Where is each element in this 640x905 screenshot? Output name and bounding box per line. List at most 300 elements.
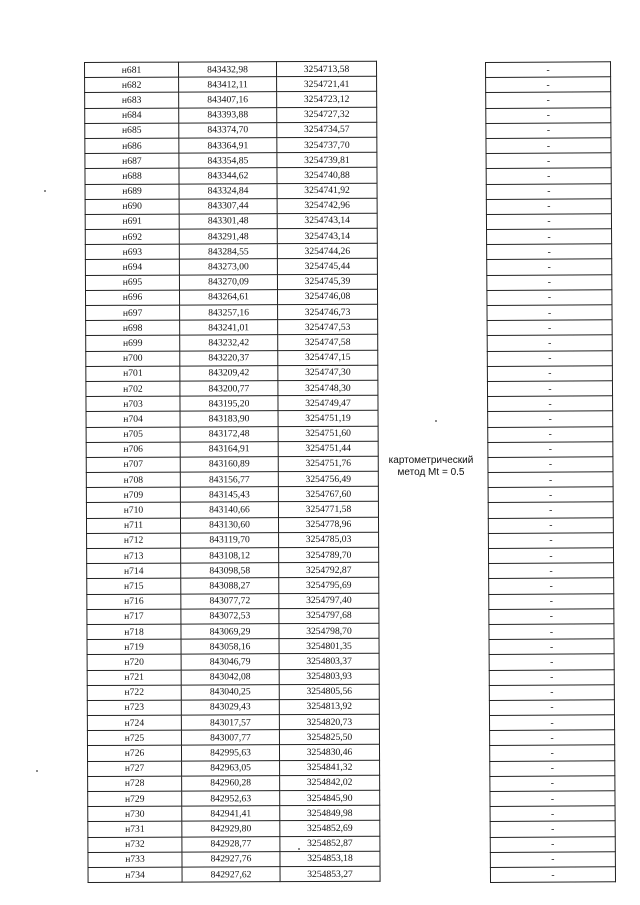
x-coordinate-cell: 843160,89 bbox=[180, 457, 278, 473]
accuracy-column bbox=[485, 61, 616, 883]
table-row bbox=[87, 593, 379, 609]
accuracy-cell: - bbox=[488, 472, 613, 488]
table-row bbox=[86, 365, 378, 381]
table-row bbox=[489, 639, 614, 655]
table-row bbox=[488, 426, 613, 442]
accuracy-cell: - bbox=[489, 578, 614, 594]
table-row bbox=[85, 92, 377, 108]
table-row bbox=[87, 729, 379, 745]
accuracy-cell: - bbox=[487, 244, 612, 260]
table-row bbox=[86, 486, 378, 502]
table-row bbox=[486, 62, 611, 78]
y-coordinate-cell: 3254853,27 bbox=[280, 866, 380, 882]
table-row bbox=[487, 335, 612, 351]
point-id-cell: н697 bbox=[86, 305, 180, 321]
point-id-cell: н723 bbox=[87, 700, 181, 716]
accuracy-cell: - bbox=[486, 62, 611, 78]
x-coordinate-cell: 843042,08 bbox=[181, 669, 279, 685]
table-row bbox=[488, 487, 613, 503]
scan-speck bbox=[298, 848, 300, 850]
accuracy-cell: - bbox=[488, 487, 613, 503]
table-row bbox=[489, 715, 614, 731]
table-row bbox=[85, 168, 377, 184]
x-coordinate-cell: 843364,91 bbox=[179, 138, 277, 154]
y-coordinate-cell: 3254778,96 bbox=[278, 517, 378, 533]
x-coordinate-cell: 843284,55 bbox=[179, 244, 277, 260]
point-id-cell: н720 bbox=[87, 654, 181, 670]
y-coordinate-cell: 3254842,02 bbox=[280, 775, 380, 791]
x-coordinate-cell: 843029,43 bbox=[181, 700, 279, 716]
table-row bbox=[487, 365, 612, 381]
x-coordinate-cell: 843007,77 bbox=[181, 730, 279, 746]
table-row bbox=[488, 472, 613, 488]
point-id-cell: н689 bbox=[85, 184, 179, 200]
table-row bbox=[489, 608, 614, 624]
table-row bbox=[87, 654, 379, 670]
accuracy-cell: - bbox=[487, 381, 612, 397]
table-row bbox=[488, 457, 613, 473]
accuracy-cell: - bbox=[486, 122, 611, 138]
table-row bbox=[486, 183, 611, 199]
table-row bbox=[86, 456, 378, 472]
accuracy-cell: - bbox=[490, 745, 615, 761]
table-row bbox=[488, 517, 613, 533]
table-row bbox=[490, 776, 615, 792]
accuracy-cell: - bbox=[490, 821, 615, 837]
table-row bbox=[86, 319, 378, 335]
x-coordinate-cell: 842928,77 bbox=[182, 836, 280, 852]
point-id-cell: н725 bbox=[87, 730, 181, 746]
accuracy-cell: - bbox=[490, 851, 615, 867]
table-row bbox=[488, 548, 613, 564]
y-coordinate-cell: 3254751,60 bbox=[278, 426, 378, 442]
accuracy-cell: - bbox=[486, 77, 611, 93]
table-row bbox=[85, 61, 377, 77]
point-id-cell: н707 bbox=[86, 457, 180, 473]
accuracy-cell: - bbox=[489, 669, 614, 685]
table-row bbox=[490, 730, 615, 746]
x-coordinate-cell: 843140,66 bbox=[180, 502, 278, 518]
x-coordinate-cell: 843130,60 bbox=[180, 517, 278, 533]
point-id-cell: н709 bbox=[86, 487, 180, 503]
point-id-cell: н732 bbox=[88, 837, 182, 853]
x-coordinate-cell: 843301,48 bbox=[179, 214, 277, 230]
point-id-cell: н718 bbox=[87, 624, 181, 640]
y-coordinate-cell: 3254723,12 bbox=[277, 92, 377, 108]
y-coordinate-cell: 3254797,40 bbox=[279, 593, 379, 609]
accuracy-cell: - bbox=[490, 867, 615, 883]
accuracy-cell: - bbox=[488, 411, 613, 427]
point-id-cell: н701 bbox=[86, 366, 180, 382]
point-id-cell: н710 bbox=[86, 503, 180, 519]
table-row bbox=[490, 760, 615, 776]
accuracy-cell: - bbox=[487, 320, 612, 336]
table-row bbox=[87, 608, 379, 624]
y-coordinate-cell: 3254805,56 bbox=[279, 684, 379, 700]
y-coordinate-cell: 3254744,26 bbox=[277, 243, 377, 259]
point-id-cell: н686 bbox=[85, 138, 179, 154]
x-coordinate-cell: 843209,42 bbox=[180, 365, 278, 381]
point-id-cell: н728 bbox=[88, 776, 182, 792]
y-coordinate-cell: 3254751,19 bbox=[278, 411, 378, 427]
x-coordinate-cell: 843172,48 bbox=[180, 426, 278, 442]
table-row bbox=[85, 274, 377, 290]
table-row bbox=[87, 684, 379, 700]
table-row bbox=[489, 593, 614, 609]
y-coordinate-cell: 3254803,93 bbox=[279, 669, 379, 685]
y-coordinate-cell: 3254803,37 bbox=[279, 654, 379, 670]
y-coordinate-cell: 3254747,58 bbox=[278, 335, 378, 351]
y-coordinate-cell: 3254756,49 bbox=[278, 471, 378, 487]
y-coordinate-cell: 3254852,87 bbox=[280, 836, 380, 852]
accuracy-cell: - bbox=[486, 198, 611, 214]
table-row bbox=[488, 411, 613, 427]
accuracy-cell: - bbox=[486, 107, 611, 123]
table-row bbox=[87, 623, 379, 639]
table-row bbox=[88, 821, 380, 837]
accuracy-cell: - bbox=[488, 457, 613, 473]
y-coordinate-cell: 3254820,73 bbox=[279, 714, 379, 730]
accuracy-cell: - bbox=[486, 153, 611, 169]
point-id-cell: н722 bbox=[87, 685, 181, 701]
x-coordinate-cell: 843164,91 bbox=[180, 441, 278, 457]
table-row bbox=[489, 669, 614, 685]
table-row bbox=[486, 92, 611, 108]
point-id-cell: н693 bbox=[85, 244, 179, 260]
y-coordinate-cell: 3254845,90 bbox=[280, 790, 380, 806]
x-coordinate-cell: 843220,37 bbox=[180, 350, 278, 366]
accuracy-cell: - bbox=[487, 350, 612, 366]
x-coordinate-cell: 843040,25 bbox=[181, 684, 279, 700]
accuracy-cell: - bbox=[488, 548, 613, 564]
y-coordinate-cell: 3254795,69 bbox=[279, 578, 379, 594]
x-coordinate-cell: 843257,16 bbox=[180, 305, 278, 321]
table-row bbox=[86, 426, 378, 442]
method-note-line1: картометрический bbox=[388, 455, 474, 466]
table-row bbox=[86, 441, 378, 457]
accuracy-cell: - bbox=[488, 441, 613, 457]
accuracy-cell: - bbox=[489, 593, 614, 609]
table-row bbox=[85, 259, 377, 275]
point-id-cell: н708 bbox=[86, 472, 180, 488]
coordinates-table-body bbox=[85, 61, 381, 882]
table-row bbox=[489, 654, 614, 670]
table-row bbox=[88, 775, 380, 791]
accuracy-cell: - bbox=[488, 396, 613, 412]
y-coordinate-cell: 3254747,53 bbox=[278, 319, 378, 335]
accuracy-cell: - bbox=[488, 502, 613, 518]
y-coordinate-cell: 3254745,44 bbox=[277, 259, 377, 275]
accuracy-cell: - bbox=[490, 760, 615, 776]
point-id-cell: н713 bbox=[87, 548, 181, 564]
y-coordinate-cell: 3254751,76 bbox=[278, 456, 378, 472]
table-row bbox=[489, 700, 614, 716]
table-row bbox=[85, 183, 377, 199]
x-coordinate-cell: 843183,90 bbox=[180, 411, 278, 427]
y-coordinate-cell: 3254743,14 bbox=[277, 213, 377, 229]
x-coordinate-cell: 843195,20 bbox=[180, 396, 278, 412]
x-coordinate-cell: 842927,76 bbox=[182, 851, 280, 867]
point-id-cell: н733 bbox=[88, 852, 182, 868]
point-id-cell: н694 bbox=[85, 260, 179, 276]
y-coordinate-cell: 3254751,44 bbox=[278, 441, 378, 457]
accuracy-cell: - bbox=[487, 365, 612, 381]
table-row bbox=[489, 684, 614, 700]
x-coordinate-cell: 843432,98 bbox=[179, 62, 277, 78]
table-row bbox=[85, 137, 377, 153]
y-coordinate-cell: 3254853,18 bbox=[280, 851, 380, 867]
table-row bbox=[86, 335, 378, 351]
x-coordinate-cell: 843270,09 bbox=[179, 274, 277, 290]
table-row bbox=[488, 502, 613, 518]
x-coordinate-cell: 843058,16 bbox=[181, 639, 279, 655]
table-row bbox=[85, 213, 377, 229]
table-row bbox=[487, 259, 612, 275]
x-coordinate-cell: 843241,01 bbox=[180, 320, 278, 336]
point-id-cell: н719 bbox=[87, 639, 181, 655]
y-coordinate-cell: 3254713,58 bbox=[277, 61, 377, 77]
x-coordinate-cell: 843374,70 bbox=[179, 122, 277, 138]
accuracy-cell: - bbox=[488, 533, 613, 549]
point-id-cell: н730 bbox=[88, 806, 182, 822]
point-id-cell: н687 bbox=[85, 153, 179, 169]
y-coordinate-cell: 3254849,98 bbox=[280, 805, 380, 821]
x-coordinate-cell: 843407,16 bbox=[179, 92, 277, 108]
table-row bbox=[88, 866, 380, 882]
table-row bbox=[88, 760, 380, 776]
y-coordinate-cell: 3254841,32 bbox=[280, 760, 380, 776]
y-coordinate-cell: 3254798,70 bbox=[279, 623, 379, 639]
point-id-cell: н727 bbox=[88, 761, 182, 777]
table-row bbox=[87, 638, 379, 654]
y-coordinate-cell: 3254737,70 bbox=[277, 137, 377, 153]
table-row bbox=[85, 289, 377, 305]
y-coordinate-cell: 3254792,87 bbox=[279, 562, 379, 578]
point-id-cell: н695 bbox=[85, 275, 179, 291]
point-id-cell: н724 bbox=[87, 715, 181, 731]
table-row bbox=[490, 745, 615, 761]
point-id-cell: н681 bbox=[85, 62, 179, 78]
table-row bbox=[490, 851, 615, 867]
table-row bbox=[490, 806, 615, 822]
table-row bbox=[490, 867, 615, 883]
y-coordinate-cell: 3254745,39 bbox=[277, 274, 377, 290]
accuracy-cell: - bbox=[490, 806, 615, 822]
point-id-cell: н690 bbox=[85, 199, 179, 215]
table-row bbox=[88, 836, 380, 852]
table-row bbox=[85, 76, 377, 92]
y-coordinate-cell: 3254830,46 bbox=[279, 745, 379, 761]
x-coordinate-cell: 842995,63 bbox=[181, 745, 279, 761]
table-row bbox=[486, 77, 611, 93]
x-coordinate-cell: 842963,05 bbox=[182, 760, 280, 776]
point-id-cell: н717 bbox=[87, 609, 181, 625]
table-row bbox=[85, 152, 377, 168]
y-coordinate-cell: 3254748,30 bbox=[278, 380, 378, 396]
table-row bbox=[87, 669, 379, 685]
table-row bbox=[87, 699, 379, 715]
accuracy-cell: - bbox=[487, 259, 612, 275]
y-coordinate-cell: 3254813,92 bbox=[279, 699, 379, 715]
y-coordinate-cell: 3254742,96 bbox=[277, 198, 377, 214]
x-coordinate-cell: 843393,88 bbox=[179, 107, 277, 123]
point-id-cell: н692 bbox=[85, 229, 179, 245]
accuracy-cell: - bbox=[489, 563, 614, 579]
point-id-cell: н712 bbox=[87, 533, 181, 549]
y-coordinate-cell: 3254746,08 bbox=[277, 289, 377, 305]
x-coordinate-cell: 842927,62 bbox=[182, 867, 280, 883]
table-row bbox=[87, 562, 379, 578]
table-row bbox=[486, 122, 611, 138]
table-row bbox=[490, 791, 615, 807]
table-row bbox=[86, 380, 378, 396]
point-id-cell: н704 bbox=[86, 411, 180, 427]
table-row bbox=[487, 244, 612, 260]
accuracy-cell: - bbox=[486, 214, 611, 230]
y-coordinate-cell: 3254740,88 bbox=[277, 168, 377, 184]
y-coordinate-cell: 3254741,92 bbox=[277, 183, 377, 199]
point-id-cell: н703 bbox=[86, 396, 180, 412]
x-coordinate-cell: 843324,84 bbox=[179, 183, 277, 199]
y-coordinate-cell: 3254789,70 bbox=[279, 547, 379, 563]
table-row bbox=[487, 381, 612, 397]
x-coordinate-cell: 843273,00 bbox=[179, 259, 277, 275]
table-row bbox=[487, 229, 612, 245]
accuracy-cell: - bbox=[488, 517, 613, 533]
accuracy-cell: - bbox=[490, 836, 615, 852]
table-row bbox=[86, 502, 378, 518]
table-row bbox=[486, 168, 611, 184]
table-row bbox=[85, 228, 377, 244]
y-coordinate-cell: 3254825,50 bbox=[279, 729, 379, 745]
method-note-line2: метод Mt = 0.5 bbox=[397, 467, 465, 478]
table-row bbox=[486, 214, 611, 230]
method-note bbox=[372, 455, 490, 479]
table-row bbox=[87, 578, 379, 594]
table-row bbox=[86, 350, 378, 366]
table-row bbox=[487, 305, 612, 321]
x-coordinate-cell: 843119,70 bbox=[181, 532, 279, 548]
table-row bbox=[488, 396, 613, 412]
x-coordinate-cell: 843291,48 bbox=[179, 229, 277, 245]
point-id-cell: н706 bbox=[86, 442, 180, 458]
accuracy-column-body bbox=[486, 62, 616, 883]
y-coordinate-cell: 3254734,57 bbox=[277, 122, 377, 138]
x-coordinate-cell: 843072,53 bbox=[181, 608, 279, 624]
point-id-cell: н726 bbox=[87, 746, 181, 762]
point-id-cell: н721 bbox=[87, 670, 181, 686]
x-coordinate-cell: 843017,57 bbox=[181, 715, 279, 731]
point-id-cell: н698 bbox=[86, 320, 180, 336]
point-id-cell: н696 bbox=[85, 290, 179, 306]
point-id-cell: н699 bbox=[86, 335, 180, 351]
accuracy-cell: - bbox=[486, 168, 611, 184]
y-coordinate-cell: 3254797,68 bbox=[279, 608, 379, 624]
coordinates-table bbox=[84, 61, 381, 883]
x-coordinate-cell: 843069,29 bbox=[181, 624, 279, 640]
accuracy-cell: - bbox=[488, 426, 613, 442]
y-coordinate-cell: 3254801,35 bbox=[279, 638, 379, 654]
accuracy-cell: - bbox=[487, 274, 612, 290]
table-row bbox=[86, 411, 378, 427]
table-row bbox=[487, 320, 612, 336]
table-row bbox=[88, 790, 380, 806]
y-coordinate-cell: 3254767,60 bbox=[278, 486, 378, 502]
x-coordinate-cell: 843156,77 bbox=[180, 472, 278, 488]
accuracy-cell: - bbox=[489, 715, 614, 731]
table-row bbox=[87, 745, 379, 761]
y-coordinate-cell: 3254747,30 bbox=[278, 365, 378, 381]
accuracy-cell: - bbox=[489, 700, 614, 716]
accuracy-cell: - bbox=[487, 290, 612, 306]
x-coordinate-cell: 843145,43 bbox=[180, 487, 278, 503]
table-row bbox=[87, 547, 379, 563]
accuracy-cell: - bbox=[489, 624, 614, 640]
point-id-cell: н691 bbox=[85, 214, 179, 230]
y-coordinate-cell: 3254852,69 bbox=[280, 821, 380, 837]
x-coordinate-cell: 843412,11 bbox=[179, 77, 277, 93]
point-id-cell: н711 bbox=[86, 518, 180, 534]
point-id-cell: н715 bbox=[87, 578, 181, 594]
point-id-cell: н682 bbox=[85, 77, 179, 93]
y-coordinate-cell: 3254739,81 bbox=[277, 152, 377, 168]
x-coordinate-cell: 843108,12 bbox=[181, 548, 279, 564]
accuracy-cell: - bbox=[489, 684, 614, 700]
table-row bbox=[86, 471, 378, 487]
table-row bbox=[489, 578, 614, 594]
point-id-cell: н714 bbox=[87, 563, 181, 579]
table-row bbox=[489, 624, 614, 640]
table-row bbox=[489, 563, 614, 579]
table-row bbox=[486, 107, 611, 123]
x-coordinate-cell: 843354,85 bbox=[179, 153, 277, 169]
x-coordinate-cell: 843232,42 bbox=[180, 335, 278, 351]
point-id-cell: н731 bbox=[88, 821, 182, 837]
y-coordinate-cell: 3254727,32 bbox=[277, 107, 377, 123]
table-row bbox=[86, 395, 378, 411]
point-id-cell: н684 bbox=[85, 108, 179, 124]
x-coordinate-cell: 843088,27 bbox=[181, 578, 279, 594]
accuracy-cell: - bbox=[486, 92, 611, 108]
point-id-cell: н688 bbox=[85, 168, 179, 184]
table-row bbox=[87, 714, 379, 730]
y-coordinate-cell: 3254747,15 bbox=[278, 350, 378, 366]
x-coordinate-cell: 842960,28 bbox=[182, 775, 280, 791]
table-row bbox=[88, 851, 380, 867]
table-row bbox=[490, 821, 615, 837]
table-row bbox=[487, 290, 612, 306]
point-id-cell: н700 bbox=[86, 351, 180, 367]
x-coordinate-cell: 843077,72 bbox=[181, 593, 279, 609]
x-coordinate-cell: 842941,41 bbox=[182, 806, 280, 822]
table-row bbox=[488, 441, 613, 457]
x-coordinate-cell: 843098,58 bbox=[181, 563, 279, 579]
x-coordinate-cell: 843344,62 bbox=[179, 168, 277, 184]
table-row bbox=[85, 198, 377, 214]
x-coordinate-cell: 843264,61 bbox=[179, 289, 277, 305]
table-row bbox=[490, 836, 615, 852]
table-row bbox=[487, 274, 612, 290]
table-row bbox=[85, 107, 377, 123]
y-coordinate-cell: 3254746,73 bbox=[278, 304, 378, 320]
y-coordinate-cell: 3254743,14 bbox=[277, 228, 377, 244]
scan-speck bbox=[36, 770, 38, 772]
accuracy-cell: - bbox=[486, 138, 611, 154]
x-coordinate-cell: 843307,44 bbox=[179, 198, 277, 214]
x-coordinate-cell: 843200,77 bbox=[180, 381, 278, 397]
accuracy-cell: - bbox=[487, 305, 612, 321]
table-row bbox=[85, 122, 377, 138]
